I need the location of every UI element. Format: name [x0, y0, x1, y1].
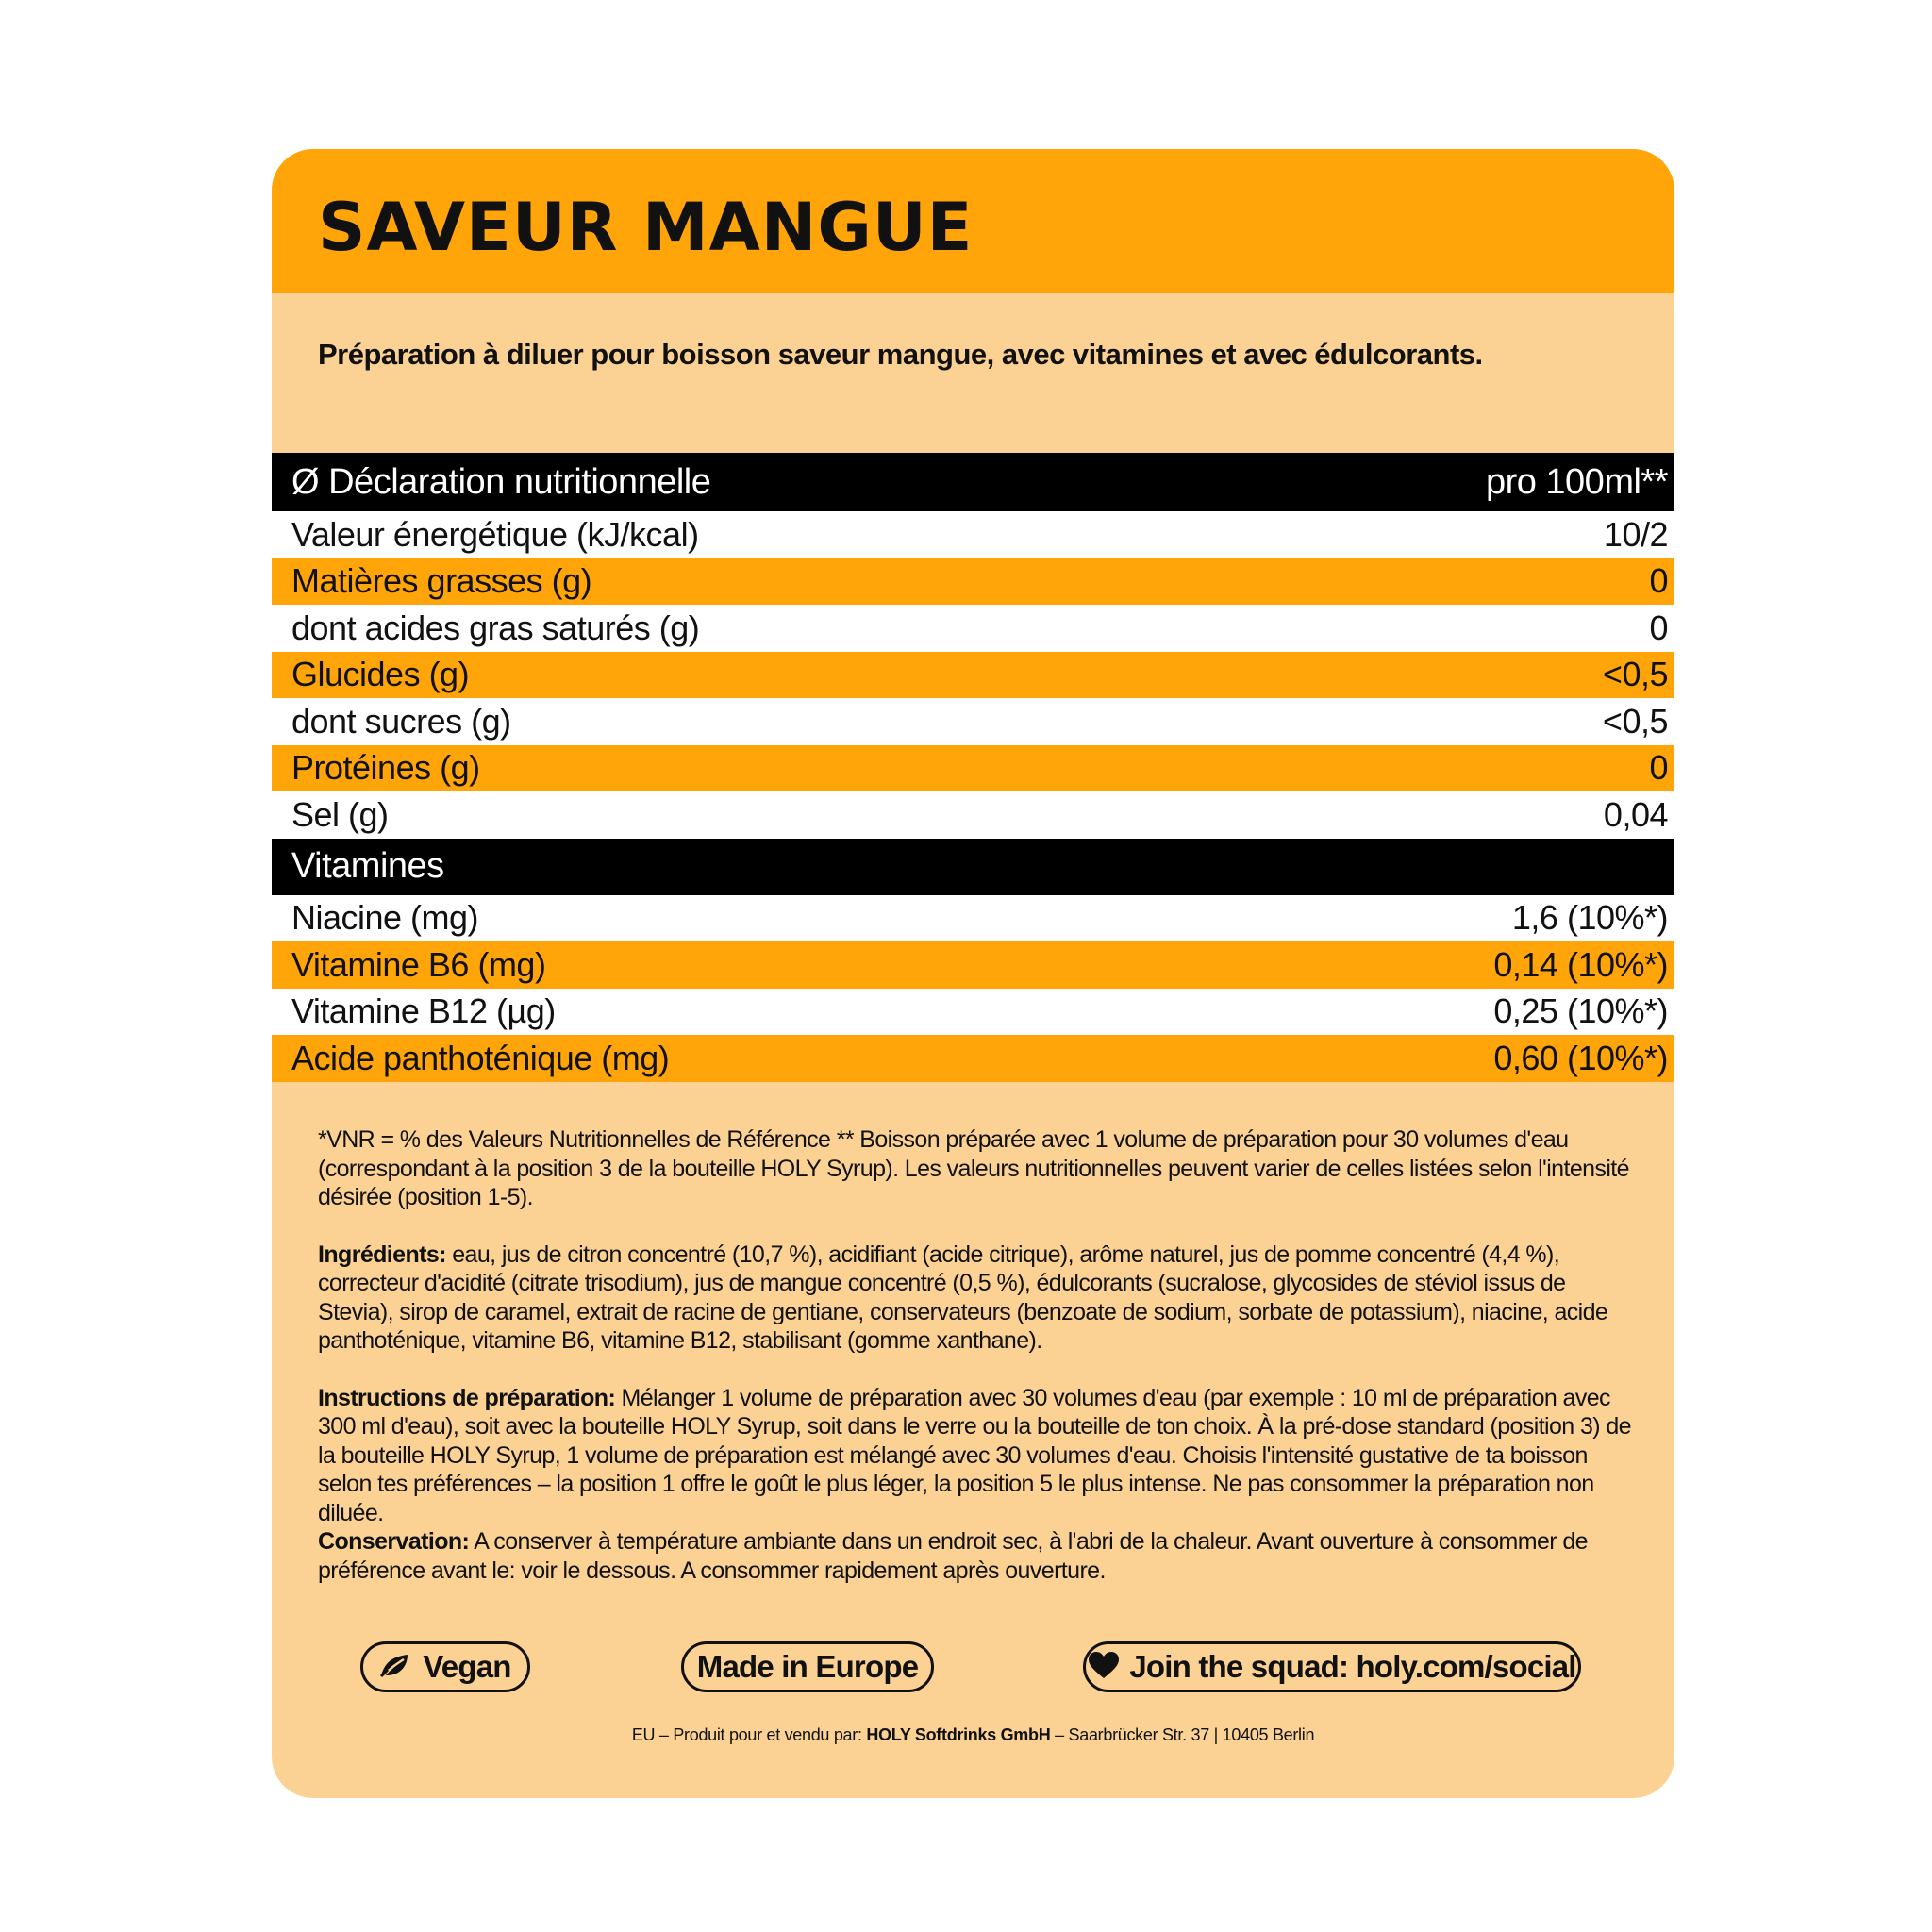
vnr-note: *VNR = % des Valeurs Nutritionnelles de Référence ** Boisson préparée avec 1 volume de préparation pour 30 volumes d'eau (correspondant à la position 3 de la bouteille HOLY Syrup). Les valeurs nutritionnelles peuvent varier de celles listées selon l'intensité désirée (position 1-5). — [318, 1126, 1629, 1210]
social-badge — [1083, 1641, 1581, 1692]
row-value: <0,5 — [1602, 655, 1668, 694]
conservation-label: Conservation: — [318, 1528, 470, 1555]
made-in-europe-label: Made in Europe — [696, 1649, 919, 1684]
table-row — [272, 745, 1674, 792]
vitamins-header — [272, 839, 1674, 895]
row-value: <0,5 — [1602, 701, 1668, 741]
vegan-badge — [360, 1641, 530, 1692]
nutrition-header — [272, 453, 1674, 511]
nutrition-table — [272, 453, 1674, 1082]
ingredients-text: eau, jus de citron concentré (10,7 %), acidifiant (acide citrique), arôme naturel, jus de pomme concentré (4,4 %), correcteur d'acidité (citrate trisodium), jus de mangue concentré (0,5 %), édulcorants (sucralose, glycosides de stéviol issus de Stevia), sirop de caramel, extrait de racine de gentiane, conservateurs (benzoate de sodium, sorbate de potassium), niacine, acide panthoténique, vitamine B6, vitamine B12, stabilisant (gomme xanthane). — [318, 1241, 1608, 1354]
label-notes — [318, 1125, 1637, 1585]
made-in-europe-badge — [681, 1641, 934, 1692]
label-header — [272, 149, 1674, 293]
table-row — [272, 605, 1674, 652]
table-row — [272, 511, 1674, 558]
row-value: 0,14 (10%*) — [1493, 944, 1668, 984]
row-label: Protéines (g) — [291, 748, 480, 788]
instructions-text: Mélanger 1 volume de préparation avec 30 volumes d'eau (par exemple : 10 ml de préparation avec 300 ml d'eau), soit avec la bouteille HOLY Syrup, soit dans le verre ou la bouteille de ton choix. À la pré-dose standard (position 3) de la bouteille HOLY Syrup, 1 volume de préparation est mélangé avec 30 volumes d'eau. Choisis l'intensité gustative de ta boisson selon tes préférences – la position 1 offre le goût le plus léger, la position 5 le plus intense. Ne pas consommer la préparation non diluée. — [318, 1384, 1631, 1526]
leaf-icon — [379, 1651, 413, 1684]
row-label: dont sucres (g) — [291, 701, 511, 741]
heart-icon — [1088, 1651, 1120, 1684]
row-label: Sel (g) — [291, 794, 389, 834]
row-value: 0 — [1649, 561, 1668, 601]
row-value: 0 — [1649, 748, 1668, 788]
instructions-paragraph — [318, 1384, 1637, 1586]
product-label — [272, 149, 1674, 1798]
table-row — [272, 652, 1674, 699]
footer-company: HOLY Softdrinks GmbH — [866, 1725, 1051, 1744]
vitamins-header-label: Vitamines — [291, 846, 444, 886]
row-value: 0,60 (10%*) — [1493, 1038, 1668, 1077]
row-label: Niacine (mg) — [291, 898, 479, 938]
nutrition-header-value: pro 100ml** — [1485, 461, 1668, 502]
row-label: dont acides gras saturés (g) — [291, 608, 700, 647]
ingredients-paragraph — [318, 1241, 1637, 1356]
row-value: 0,04 — [1603, 794, 1668, 834]
product-title: SAVEUR MANGUE — [318, 189, 974, 266]
table-row — [272, 558, 1674, 606]
nutrition-header-label: Ø Déclaration nutritionnelle — [291, 461, 711, 502]
row-value: 10/2 — [1603, 514, 1668, 554]
table-row — [272, 791, 1674, 839]
row-value: 0 — [1649, 608, 1668, 647]
footer-prefix: EU – Produit pour et vendu par: — [631, 1725, 867, 1744]
row-label: Matières grasses (g) — [291, 561, 592, 601]
social-label: Join the squad: holy.com/social — [1129, 1649, 1576, 1684]
conservation-text: A conserver à température ambiante dans un endroit sec, à l'abri de la chaleur. Avant ouverture à consommer de préférence avant le: voir le dessous. A consommer rapidement après ouverture. — [318, 1528, 1588, 1584]
row-label: Vitamine B6 (mg) — [291, 944, 546, 984]
vegan-label: Vegan — [423, 1649, 511, 1684]
manufacturer-footer — [272, 1725, 1674, 1745]
row-label: Acide panthoténique (mg) — [291, 1038, 670, 1077]
row-value: 0,25 (10%*) — [1493, 991, 1668, 1031]
table-row — [272, 941, 1674, 989]
ingredients-label: Ingrédients: — [318, 1241, 446, 1268]
badges-row — [272, 1641, 1674, 1698]
table-row — [272, 895, 1674, 942]
row-label: Vitamine B12 (µg) — [291, 991, 556, 1031]
product-description: Préparation à diluer pour boisson saveur mangue, avec vitamines et avec édulcorants. — [318, 338, 1483, 371]
table-row — [272, 1035, 1674, 1082]
footer-address: – Saarbrücker Str. 37 | 10405 Berlin — [1050, 1725, 1315, 1744]
row-label: Glucides (g) — [291, 655, 470, 694]
table-row — [272, 698, 1674, 745]
row-value: 1,6 (10%*) — [1511, 898, 1668, 938]
instructions-label: Instructions de préparation: — [318, 1384, 616, 1411]
row-label: Valeur énergétique (kJ/kcal) — [291, 514, 699, 554]
table-row — [272, 989, 1674, 1036]
